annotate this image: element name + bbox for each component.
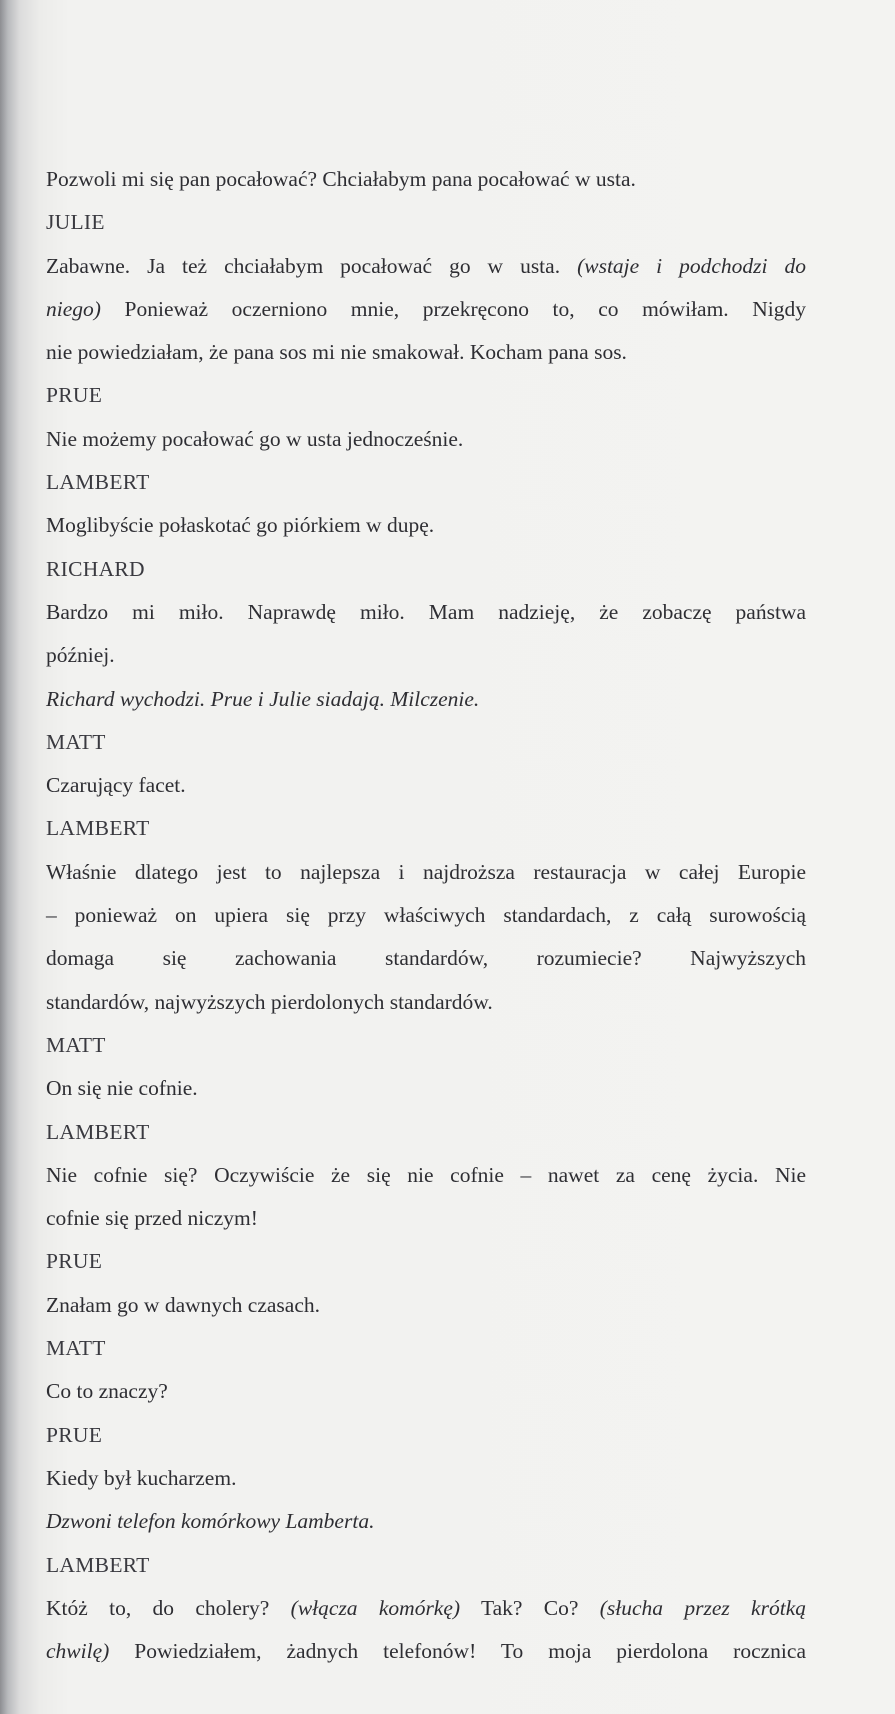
dialogue-text: Kiedy był kucharzem. [46, 1465, 237, 1490]
speaker-name: LAMBERT [46, 816, 150, 841]
dialogue-line [46, 331, 806, 374]
dialogue-line [46, 1197, 806, 1240]
dialogue-text: Nie cofnie się? Oczywiście że się nie cofnie – nawet za cenę życia. Nie [46, 1162, 806, 1187]
dialogue-line [46, 1284, 806, 1327]
dialogue-text: – ponieważ on upiera się przy właściwych standardach, z całą surowością [46, 903, 806, 928]
dialogue-text: On się nie cofnie. [46, 1076, 198, 1101]
dialogue-line [46, 1457, 806, 1500]
dialogue-line [46, 504, 806, 547]
dialogue-line [46, 418, 806, 461]
dialogue-text: Moglibyście połaskotać go piórkiem w dupę. [46, 513, 435, 538]
dialogue-line [46, 981, 806, 1024]
dialogue-line [46, 591, 806, 634]
dialogue-line [46, 288, 806, 331]
dialogue-line [46, 158, 806, 201]
play-script-page [46, 158, 806, 1673]
speaker-name: LAMBERT [46, 470, 150, 495]
inline-stage-direction: chwilę) [46, 1639, 110, 1664]
dialogue-line [46, 634, 806, 677]
inline-stage-direction: niego) [46, 296, 101, 321]
inline-stage-direction: (słucha przez krótką [599, 1595, 806, 1620]
dialogue-line [46, 851, 806, 894]
dialogue-text: standardów, najwyższych pierdolonych standardów. [46, 989, 493, 1014]
dialogue-line [46, 894, 806, 937]
dialogue-text: Powiedziałem, żadnych telefonów! To moja pierdolona rocznica [109, 1639, 806, 1664]
speaker-name: PRUE [46, 383, 103, 408]
dialogue-line [46, 764, 806, 807]
speaker-name: LAMBERT [46, 1552, 150, 1577]
speaker-name: LAMBERT [46, 1119, 150, 1144]
dialogue-line [46, 937, 806, 980]
speaker-name: PRUE [46, 1422, 103, 1447]
dialogue-text: Znałam go w dawnych czasach. [46, 1292, 321, 1317]
dialogue-text: Właśnie dlatego jest to najlepsza i najdroższa restauracja w całej Europie [46, 859, 806, 884]
dialogue-text: nie powiedziałam, że pana sos mi nie smakował. Kocham pana sos. [46, 340, 627, 365]
stage-direction: Richard wychodzi. Prue i Julie siadają. Milczenie. [46, 686, 480, 711]
dialogue-text: Zabawne. Ja też chciałabym pocałować go w usta. [46, 253, 578, 278]
speaker-name: JULIE [46, 210, 105, 235]
dialogue-line [46, 1370, 806, 1413]
dialogue-text: Co to znaczy? [46, 1379, 168, 1404]
speaker-name: MATT [46, 1336, 106, 1361]
dialogue-line [46, 1630, 806, 1673]
dialogue-line [46, 1154, 806, 1197]
inline-stage-direction: (wstaje i podchodzi do [577, 253, 806, 278]
dialogue-text: Tak? Co? [460, 1595, 600, 1620]
dialogue-text: Ponieważ oczerniono mnie, przekręcono to, co mówiłam. Nigdy [100, 296, 806, 321]
speaker-name: MATT [46, 1032, 106, 1057]
dialogue-text: cofnie się przed niczym! [46, 1206, 258, 1231]
dialogue-line [46, 245, 806, 288]
dialogue-text: Bardzo mi miło. Naprawdę miło. Mam nadzieję, że zobaczę państwa [46, 599, 806, 624]
dialogue-text: domaga się zachowania standardów, rozumiecie? Najwyższych [46, 946, 806, 971]
speaker-name: MATT [46, 729, 106, 754]
dialogue-text: Któż to, do cholery? [46, 1595, 291, 1620]
dialogue-text: Nie możemy pocałować go w usta jednocześnie. [46, 426, 464, 451]
speaker-name: RICHARD [46, 556, 145, 581]
dialogue-text: Czarujący facet. [46, 773, 186, 798]
stage-direction: Dzwoni telefon komórkowy Lamberta. [46, 1509, 375, 1534]
dialogue-line [46, 1067, 806, 1110]
dialogue-line [46, 1587, 806, 1630]
inline-stage-direction: (włącza komórkę) [290, 1595, 461, 1620]
speaker-name: PRUE [46, 1249, 103, 1274]
dialogue-text: Pozwoli mi się pan pocałować? Chciałabym pana pocałować w usta. [46, 167, 636, 191]
dialogue-text: później. [46, 643, 115, 668]
